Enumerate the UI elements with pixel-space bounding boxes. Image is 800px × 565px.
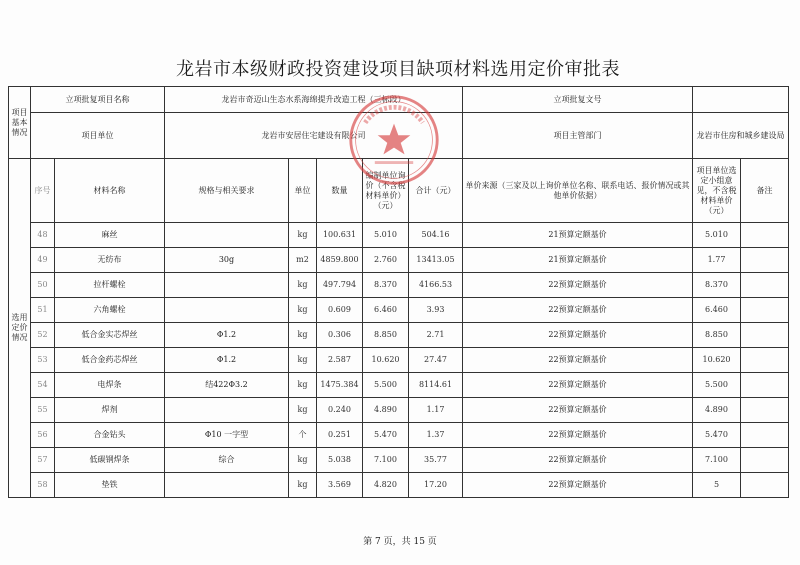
- row-remark: [741, 348, 789, 373]
- row-approved-price: 6.460: [693, 298, 741, 323]
- row-spec: [165, 473, 289, 498]
- row-unit: kg: [289, 298, 317, 323]
- row-spec: [165, 298, 289, 323]
- row-unit: kg: [289, 448, 317, 473]
- row-unit: kg: [289, 373, 317, 398]
- row-total: 3.93: [409, 298, 463, 323]
- header-seq: 序号: [31, 159, 55, 223]
- row-seq: 54: [31, 373, 55, 398]
- row-material-name: 垫铁: [55, 473, 165, 498]
- row-qty: 0.240: [317, 398, 363, 423]
- row-material-name: 低合金实芯焊丝: [55, 323, 165, 348]
- row-source: 21预算定额基价: [463, 248, 693, 273]
- row-seq: 51: [31, 298, 55, 323]
- table-row: [9, 473, 789, 498]
- row-approved-price: 10.620: [693, 348, 741, 373]
- row-seq: 49: [31, 248, 55, 273]
- table-row: [9, 248, 789, 273]
- row-spec: 30g: [165, 248, 289, 273]
- table-row: [9, 273, 789, 298]
- row-approved-price: 8.850: [693, 323, 741, 348]
- row-material-name: 电焊条: [55, 373, 165, 398]
- project-basic-section-label: 项目基本情况: [9, 87, 31, 159]
- row-seq: 58: [31, 473, 55, 498]
- project-name-row: [9, 87, 789, 113]
- row-qty: 4859.800: [317, 248, 363, 273]
- row-price: 5.010: [363, 223, 409, 248]
- project-name-label: 立项批复项目名称: [31, 87, 165, 113]
- row-qty: 5.038: [317, 448, 363, 473]
- row-approved-price: 5.010: [693, 223, 741, 248]
- row-material-name: 无纺布: [55, 248, 165, 273]
- project-unit-row: [9, 113, 789, 159]
- row-spec: [165, 398, 289, 423]
- row-source: 22预算定额基价: [463, 323, 693, 348]
- row-total: 4166.53: [409, 273, 463, 298]
- row-seq: 55: [31, 398, 55, 423]
- row-price: 8.370: [363, 273, 409, 298]
- row-approved-price: 1.77: [693, 248, 741, 273]
- row-unit: kg: [289, 473, 317, 498]
- row-unit: kg: [289, 223, 317, 248]
- row-remark: [741, 298, 789, 323]
- row-remark: [741, 423, 789, 448]
- row-remark: [741, 373, 789, 398]
- row-source: 22预算定额基价: [463, 348, 693, 373]
- row-price: 10.620: [363, 348, 409, 373]
- pricing-section-label: 选用定价情况: [9, 159, 31, 498]
- row-spec: Φ1.2: [165, 348, 289, 373]
- document-title: 龙岩市本级财政投资建设项目缺项材料选用定价审批表: [176, 59, 620, 80]
- row-qty: 0.609: [317, 298, 363, 323]
- row-price: 2.760: [363, 248, 409, 273]
- row-material-name: 低碳钢焊条: [55, 448, 165, 473]
- row-remark: [741, 273, 789, 298]
- row-qty: 0.251: [317, 423, 363, 448]
- row-material-name: 低合金药芯焊丝: [55, 348, 165, 373]
- row-seq: 57: [31, 448, 55, 473]
- row-seq: 50: [31, 273, 55, 298]
- row-total: 27.47: [409, 348, 463, 373]
- row-approved-price: 8.370: [693, 273, 741, 298]
- project-unit-label: 项目单位: [31, 113, 165, 159]
- table-row: [9, 398, 789, 423]
- row-remark: [741, 248, 789, 273]
- row-unit: 个: [289, 423, 317, 448]
- row-total: 35.77: [409, 448, 463, 473]
- row-source: 22预算定额基价: [463, 273, 693, 298]
- row-seq: 53: [31, 348, 55, 373]
- table-row: [9, 423, 789, 448]
- approval-doc-value: [693, 87, 789, 113]
- row-spec: [165, 273, 289, 298]
- header-remark: 备注: [741, 159, 789, 223]
- row-total: 504.16: [409, 223, 463, 248]
- row-spec: 结422Φ3.2: [165, 373, 289, 398]
- row-total: 1.37: [409, 423, 463, 448]
- header-source: 单价来源（三家及以上询价单位名称、联系电话、报价情况或其他单价依据）: [463, 159, 693, 223]
- row-material-name: 合金钻头: [55, 423, 165, 448]
- row-spec: Φ1.2: [165, 323, 289, 348]
- row-total: 13413.05: [409, 248, 463, 273]
- row-unit: kg: [289, 398, 317, 423]
- row-material-name: 拉杆螺栓: [55, 273, 165, 298]
- row-qty: 497.794: [317, 273, 363, 298]
- column-header-row: [9, 159, 789, 223]
- row-qty: 1475.384: [317, 373, 363, 398]
- row-total: 17.20: [409, 473, 463, 498]
- row-spec: 综合: [165, 448, 289, 473]
- row-unit: kg: [289, 348, 317, 373]
- row-price: 5.470: [363, 423, 409, 448]
- row-approved-price: 4.890: [693, 398, 741, 423]
- row-total: 8114.61: [409, 373, 463, 398]
- row-approved-price: 7.100: [693, 448, 741, 473]
- department-value: 龙岩市住房和城乡建设局: [693, 113, 789, 159]
- row-remark: [741, 448, 789, 473]
- header-qty: 数量: [317, 159, 363, 223]
- row-remark: [741, 473, 789, 498]
- row-source: 22预算定额基价: [463, 423, 693, 448]
- row-approved-price: 5: [693, 473, 741, 498]
- row-qty: 3.569: [317, 473, 363, 498]
- row-seq: 52: [31, 323, 55, 348]
- row-price: 4.890: [363, 398, 409, 423]
- row-price: 8.850: [363, 323, 409, 348]
- row-source: 21预算定额基价: [463, 223, 693, 248]
- row-approved-price: 5.500: [693, 373, 741, 398]
- header-spec: 规格与相关要求: [165, 159, 289, 223]
- table-row: [9, 223, 789, 248]
- row-unit: kg: [289, 323, 317, 348]
- project-name-value: 龙岩市奇迈山生态水系海绵提升改造工程（三标段）: [165, 87, 463, 113]
- row-price: 5.500: [363, 373, 409, 398]
- row-price: 4.820: [363, 473, 409, 498]
- table-row: [9, 448, 789, 473]
- header-unit: 单位: [289, 159, 317, 223]
- header-price: 编制单位询价（不含税材料单价）（元）: [363, 159, 409, 223]
- row-remark: [741, 223, 789, 248]
- row-unit: m2: [289, 248, 317, 273]
- row-approved-price: 5.470: [693, 423, 741, 448]
- header-name: 材料名称: [55, 159, 165, 223]
- row-source: 22预算定额基价: [463, 373, 693, 398]
- row-qty: 2.587: [317, 348, 363, 373]
- row-spec: [165, 223, 289, 248]
- row-price: 7.100: [363, 448, 409, 473]
- row-qty: 100.631: [317, 223, 363, 248]
- approval-table: [8, 86, 789, 498]
- row-unit: kg: [289, 273, 317, 298]
- row-source: 22预算定额基价: [463, 398, 693, 423]
- table-row: [9, 348, 789, 373]
- row-source: 22预算定额基价: [463, 298, 693, 323]
- project-unit-value: 龙岩市安居住宅建设有限公司: [165, 113, 463, 159]
- row-price: 6.460: [363, 298, 409, 323]
- row-remark: [741, 398, 789, 423]
- row-qty: 0.306: [317, 323, 363, 348]
- header-approved: 项目单位选定小组意见，不含税材料单价（元）: [693, 159, 741, 223]
- approval-doc-label: 立项批复文号: [463, 87, 693, 113]
- row-source: 22预算定额基价: [463, 448, 693, 473]
- row-seq: 48: [31, 223, 55, 248]
- row-spec: Φ10 一字型: [165, 423, 289, 448]
- row-total: 1.17: [409, 398, 463, 423]
- row-remark: [741, 323, 789, 348]
- row-seq: 56: [31, 423, 55, 448]
- table-row: [9, 298, 789, 323]
- page-footer: 第 7 页，共 15 页: [363, 537, 437, 547]
- row-material-name: 六角螺栓: [55, 298, 165, 323]
- table-row: [9, 323, 789, 348]
- table-row: [9, 373, 789, 398]
- row-material-name: 麻丝: [55, 223, 165, 248]
- department-label: 项目主管部门: [463, 113, 693, 159]
- header-total: 合计（元）: [409, 159, 463, 223]
- row-material-name: 焊剂: [55, 398, 165, 423]
- row-total: 2.71: [409, 323, 463, 348]
- row-source: 22预算定额基价: [463, 473, 693, 498]
